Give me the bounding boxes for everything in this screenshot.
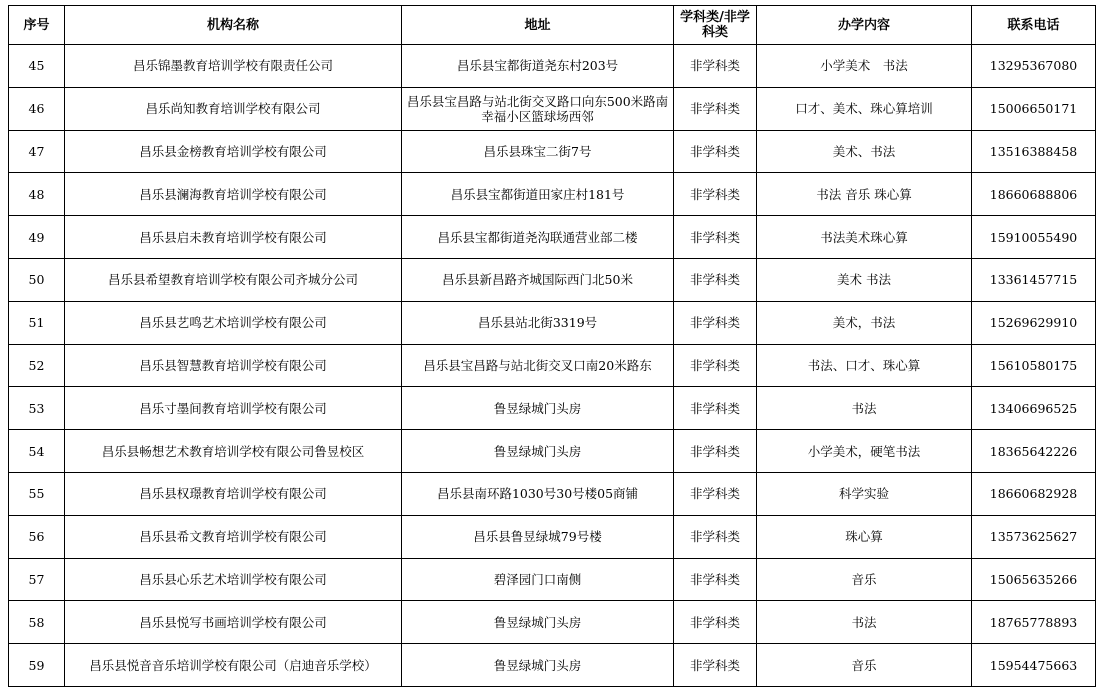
cell-course-content: 美术、书法 (757, 130, 972, 173)
cell-address: 鲁昱绿城门头房 (402, 387, 674, 430)
cell-category: 非学科类 (674, 515, 757, 558)
cell-institution-name: 昌乐县金榜教育培训学校有限公司 (65, 130, 402, 173)
cell-category: 非学科类 (674, 601, 757, 644)
cell-index: 59 (9, 644, 65, 687)
cell-address: 昌乐县站北街3319号 (402, 301, 674, 344)
cell-course-content: 音乐 (757, 558, 972, 601)
cell-institution-name: 昌乐县心乐艺术培训学校有限公司 (65, 558, 402, 601)
cell-index: 46 (9, 87, 65, 130)
cell-course-content: 小学美术 书法 (757, 45, 972, 88)
table-row (9, 173, 1096, 216)
header-category: 学科类/非学科类 (674, 6, 757, 45)
cell-institution-name: 昌乐县悦写书画培训学校有限公司 (65, 601, 402, 644)
cell-index: 53 (9, 387, 65, 430)
cell-index: 57 (9, 558, 65, 601)
header-address: 地址 (402, 6, 674, 45)
cell-phone: 13516388458 (972, 130, 1096, 173)
cell-address: 昌乐县宝昌路与站北街交叉口南20米路东 (402, 344, 674, 387)
cell-course-content: 书法美术珠心算 (757, 216, 972, 259)
table-row (9, 472, 1096, 515)
cell-index: 50 (9, 258, 65, 301)
cell-category: 非学科类 (674, 258, 757, 301)
cell-institution-name: 昌乐县希望教育培训学校有限公司齐城分公司 (65, 258, 402, 301)
cell-course-content: 音乐 (757, 644, 972, 687)
cell-index: 48 (9, 173, 65, 216)
cell-course-content: 书法、口才、珠心算 (757, 344, 972, 387)
cell-institution-name: 昌乐寸墨间教育培训学校有限公司 (65, 387, 402, 430)
cell-phone: 13361457715 (972, 258, 1096, 301)
cell-index: 52 (9, 344, 65, 387)
cell-phone: 15910055490 (972, 216, 1096, 259)
cell-phone: 15610580175 (972, 344, 1096, 387)
institution-table (8, 5, 1096, 687)
table-row (9, 430, 1096, 473)
table-row (9, 387, 1096, 430)
cell-institution-name: 昌乐尚知教育培训学校有限公司 (65, 87, 402, 130)
cell-course-content: 书法 音乐 珠心算 (757, 173, 972, 216)
cell-category: 非学科类 (674, 472, 757, 515)
cell-phone: 18365642226 (972, 430, 1096, 473)
cell-institution-name: 昌乐县智慧教育培训学校有限公司 (65, 344, 402, 387)
table-row (9, 515, 1096, 558)
cell-phone: 13573625627 (972, 515, 1096, 558)
cell-index: 55 (9, 472, 65, 515)
cell-category: 非学科类 (674, 301, 757, 344)
header-phone: 联系电话 (972, 6, 1096, 45)
cell-index: 56 (9, 515, 65, 558)
cell-course-content: 小学美术，硬笔书法 (757, 430, 972, 473)
cell-category: 非学科类 (674, 45, 757, 88)
cell-address: 鲁昱绿城门头房 (402, 430, 674, 473)
cell-category: 非学科类 (674, 87, 757, 130)
cell-address: 昌乐县南环路1030号30号楼05商铺 (402, 472, 674, 515)
cell-phone: 15269629910 (972, 301, 1096, 344)
cell-institution-name: 昌乐县畅想艺术教育培训学校有限公司鲁昱校区 (65, 430, 402, 473)
cell-index: 49 (9, 216, 65, 259)
cell-category: 非学科类 (674, 387, 757, 430)
header-institution-name: 机构名称 (65, 6, 402, 45)
cell-institution-name: 昌乐县希文教育培训学校有限公司 (65, 515, 402, 558)
table-row (9, 558, 1096, 601)
cell-category: 非学科类 (674, 644, 757, 687)
cell-category: 非学科类 (674, 173, 757, 216)
cell-category: 非学科类 (674, 216, 757, 259)
cell-phone: 18660682928 (972, 472, 1096, 515)
cell-address: 鲁昱绿城门头房 (402, 644, 674, 687)
cell-phone: 15006650171 (972, 87, 1096, 130)
cell-institution-name: 昌乐县启未教育培训学校有限公司 (65, 216, 402, 259)
cell-course-content: 口才、美术、珠心算培训 (757, 87, 972, 130)
cell-phone: 13295367080 (972, 45, 1096, 88)
cell-course-content: 书法 (757, 387, 972, 430)
cell-address: 昌乐县宝都街道尧沟联通营业部二楼 (402, 216, 674, 259)
cell-index: 51 (9, 301, 65, 344)
cell-course-content: 书法 (757, 601, 972, 644)
header-index: 序号 (9, 6, 65, 45)
header-course-content: 办学内容 (757, 6, 972, 45)
table-header-row (9, 6, 1096, 45)
cell-index: 58 (9, 601, 65, 644)
table-row (9, 45, 1096, 88)
cell-institution-name: 昌乐县悦音音乐培训学校有限公司（启迪音乐学校） (65, 644, 402, 687)
cell-phone: 15954475663 (972, 644, 1096, 687)
cell-phone: 18660688806 (972, 173, 1096, 216)
cell-address: 鲁昱绿城门头房 (402, 601, 674, 644)
table-row (9, 216, 1096, 259)
cell-institution-name: 昌乐县权璟教育培训学校有限公司 (65, 472, 402, 515)
table-row (9, 644, 1096, 687)
cell-phone: 13406696525 (972, 387, 1096, 430)
table-body (9, 45, 1096, 687)
cell-index: 45 (9, 45, 65, 88)
cell-address: 昌乐县宝昌路与站北街交叉路口向东500米路南幸福小区篮球场西邻 (402, 87, 674, 130)
cell-institution-name: 昌乐县澜海教育培训学校有限公司 (65, 173, 402, 216)
cell-address: 昌乐县珠宝二街7号 (402, 130, 674, 173)
cell-category: 非学科类 (674, 130, 757, 173)
cell-course-content: 科学实验 (757, 472, 972, 515)
cell-category: 非学科类 (674, 430, 757, 473)
cell-phone: 18765778893 (972, 601, 1096, 644)
cell-address: 碧泽园门口南侧 (402, 558, 674, 601)
table-row (9, 601, 1096, 644)
cell-course-content: 美术 书法 (757, 258, 972, 301)
cell-course-content: 美术，书法 (757, 301, 972, 344)
cell-address: 昌乐县新昌路齐城国际西门北50米 (402, 258, 674, 301)
table-row (9, 87, 1096, 130)
cell-phone: 15065635266 (972, 558, 1096, 601)
cell-category: 非学科类 (674, 558, 757, 601)
cell-index: 54 (9, 430, 65, 473)
cell-institution-name: 昌乐县艺鸣艺术培训学校有限公司 (65, 301, 402, 344)
table-row (9, 301, 1096, 344)
cell-address: 昌乐县宝都街道田家庄村181号 (402, 173, 674, 216)
cell-institution-name: 昌乐锦墨教育培训学校有限责任公司 (65, 45, 402, 88)
cell-address: 昌乐县宝都街道尧东村203号 (402, 45, 674, 88)
table-row (9, 258, 1096, 301)
table-row (9, 344, 1096, 387)
cell-address: 昌乐县鲁昱绿城79号楼 (402, 515, 674, 558)
cell-course-content: 珠心算 (757, 515, 972, 558)
table-row (9, 130, 1096, 173)
cell-index: 47 (9, 130, 65, 173)
cell-category: 非学科类 (674, 344, 757, 387)
